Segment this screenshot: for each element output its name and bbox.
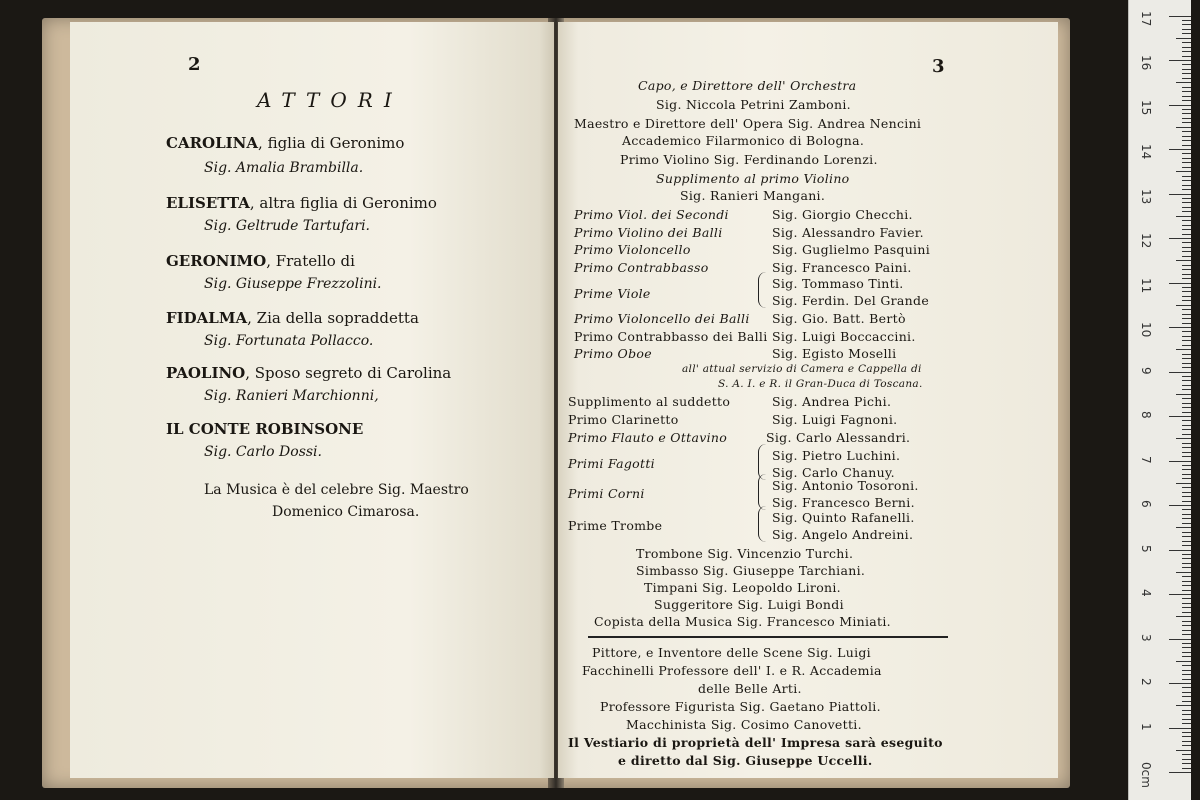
ruler-number: 3 [1139,633,1153,642]
ruler-tick [1169,60,1191,61]
actor-name: Sig. Amalia Brambilla. [204,160,364,176]
ruler-tick [1182,131,1191,132]
ruler-tick [1176,572,1191,573]
ruler-tick [1182,136,1191,137]
ruler-tick [1182,518,1191,519]
ruler-tick [1176,661,1191,662]
ruler-number: 14 [1139,144,1153,160]
orchestra-name: Sig. Alessandro Favier. [772,225,924,240]
staff-line: Trombone Sig. Vincenzio Turchi. [636,546,854,561]
ruler-tick [1169,550,1191,551]
ruler-tick [1176,527,1191,528]
ruler-tick [1182,469,1191,470]
ruler-tick [1182,759,1191,760]
header-line: Capo, e Direttore dell' Orchestra [638,78,857,93]
ruler-tick [1182,736,1191,737]
credits-line: Pittore, e Inventore delle Scene Sig. Luigi [592,645,871,660]
actor-name: Sig. Ranieri Marchionni, [204,388,379,404]
orchestra-name: Sig. Ferdin. Del Grande [772,293,930,308]
ruler-tick [1182,291,1191,292]
ruler-tick [1182,354,1191,355]
ruler-tick [1182,122,1191,123]
ruler-tick [1182,300,1191,301]
ruler-tick [1182,701,1191,702]
musica-credit-line2: Domenico Cimarosa. [272,504,420,520]
credits-line: delle Belle Arti. [698,681,802,696]
ruler-tick [1182,367,1191,368]
ruler-tick [1182,434,1191,435]
service-note: all' attual servizio di Camera e Cappella di [682,363,922,375]
ruler-tick [1182,225,1191,226]
credits-line: Facchinelli Professore dell' I. e R. Accademia [582,663,882,678]
ruler-tick [1182,251,1191,252]
service-note: S. A. I. e R. il Gran-Duca di Toscana. [718,378,923,390]
actor-name: Sig. Giuseppe Frezzolini. [204,276,382,292]
ruler-tick [1182,211,1191,212]
ruler-tick [1182,754,1191,755]
ruler-tick [1182,180,1191,181]
staff-line: Simbasso Sig. Giuseppe Tarchiani. [636,563,866,578]
cast-entry-4 [166,309,419,327]
ruler-tick [1176,394,1191,395]
ruler-tick [1176,750,1191,751]
ruler-tick [1182,176,1191,177]
ruler-number: 9 [1139,366,1153,375]
ruler-tick [1169,416,1191,417]
staff-line: Copista della Musica Sig. Francesco Miniati. [594,614,891,629]
ruler-tick [1182,541,1191,542]
ruler-tick [1182,474,1191,475]
ruler-tick [1182,412,1191,413]
ruler-tick [1182,100,1191,101]
orchestra-role: Primo Flauto e Ottavino [568,430,728,445]
ruler-tick [1182,363,1191,364]
header-line: Supplimento al primo Violino [656,171,850,186]
ruler-tick [1182,452,1191,453]
ruler-tick [1176,483,1191,484]
ruler-tick [1182,29,1191,30]
ruler-tick [1182,153,1191,154]
orchestra-name: Sig. Carlo Chanuy. [772,465,895,480]
ruler-tick [1176,82,1191,83]
orchestra-name: Sig. Carlo Alessandri. [766,430,911,445]
ruler-tick [1182,563,1191,564]
ruler-tick [1182,465,1191,466]
ruler-tick [1182,598,1191,599]
ruler-tick [1182,287,1191,288]
ruler-tick [1182,185,1191,186]
ruler-tick [1182,536,1191,537]
brace [758,474,767,510]
ruler-tick [1182,732,1191,733]
ruler-tick [1182,679,1191,680]
cast-entry-5 [166,364,451,382]
ruler-tick [1182,398,1191,399]
ruler-tick [1182,345,1191,346]
orchestra-role: Primo Contrabbasso [574,260,709,275]
page-number-left: 2 [188,54,201,75]
ruler-tick [1182,140,1191,141]
ruler-tick [1182,113,1191,114]
ruler-tick [1182,33,1191,34]
ruler-number: 0cm [1139,762,1153,788]
ruler-tick [1169,683,1191,684]
header-line: Accademico Filarmonico di Bologna. [622,133,865,148]
ruler-tick [1182,643,1191,644]
cast-entry-3 [166,252,355,270]
orchestra-role: Primo Viol. dei Secondi [574,207,729,222]
brace [758,506,767,542]
orchestra-name: Sig. Egisto Moselli [772,346,897,361]
staff-line: Timpani Sig. Leopoldo Lironi. [644,580,841,595]
ruler-tick [1182,674,1191,675]
role-name: PAOLINO [166,364,246,382]
ruler-tick [1182,487,1191,488]
ruler-tick [1182,719,1191,720]
orchestra-name: Sig. Guglielmo Pasquini [772,242,931,257]
ruler-tick [1182,554,1191,555]
ruler-tick [1182,78,1191,79]
ruler-tick [1182,407,1191,408]
role-desc: , Sposo segreto di Carolina [245,364,452,382]
ruler-tick [1169,461,1191,462]
ruler-tick [1182,447,1191,448]
ruler-tick [1182,612,1191,613]
ruler-tick [1169,194,1191,195]
ruler-tick [1182,741,1191,742]
credits-line: Macchinista Sig. Cosimo Canovetti. [626,717,862,732]
ruler-tick [1182,576,1191,577]
ruler-tick [1182,278,1191,279]
orchestra-name: Sig. Giorgio Checchi. [772,207,913,222]
ruler-tick [1182,696,1191,697]
orchestra-name: Sig. Andrea Pichi. [772,394,892,409]
ruler-tick [1169,594,1191,595]
ruler-tick [1176,216,1191,217]
role-desc: , figlia di Geronimo [258,134,405,152]
ruler-tick [1182,162,1191,163]
ruler-number: 11 [1139,277,1153,293]
ruler-tick [1182,340,1191,341]
header-line: Sig. Niccola Petrini Zamboni. [656,97,851,112]
ruler-tick [1182,189,1191,190]
orchestra-name: Sig. Angelo Andreini. [772,527,914,542]
orchestra-role: Primi Corni [568,486,645,501]
orchestra-role: Primo Oboe [574,346,652,361]
ruler-tick [1182,389,1191,390]
ruler-number: 13 [1139,188,1153,204]
ruler-tick [1182,585,1191,586]
ruler-tick [1182,403,1191,404]
ruler-tick [1182,768,1191,769]
ruler-tick [1182,581,1191,582]
ruler-tick [1182,64,1191,65]
ruler-tick [1182,558,1191,559]
orchestra-name: Sig. Gio. Batt. Bertò [772,311,906,326]
ruler-tick [1176,616,1191,617]
ruler-tick [1182,590,1191,591]
cast-heading: ATTORI [257,88,403,112]
ruler-tick [1182,207,1191,208]
ruler-tick [1182,501,1191,502]
cast-entry-6 [166,420,363,438]
orchestra-name: Sig. Quinto Rafanelli. [772,510,915,525]
ruler-tick [1182,745,1191,746]
credits-line: Professore Figurista Sig. Gaetano Piattoli. [600,699,881,714]
ruler-number: 6 [1139,500,1153,508]
ruler-tick [1182,656,1191,657]
ruler-tick [1182,318,1191,319]
ruler-tick [1176,438,1191,439]
ruler-tick [1176,305,1191,306]
ruler-tick [1169,105,1191,106]
ruler-tick [1182,309,1191,310]
ruler-tick [1182,314,1191,315]
ruler-tick [1182,545,1191,546]
ruler-tick [1182,763,1191,764]
ruler-tick [1182,331,1191,332]
ruler-tick [1182,492,1191,493]
ruler-tick [1182,256,1191,257]
ruler-tick [1182,665,1191,666]
ruler-tick [1182,69,1191,70]
ruler-tick [1182,42,1191,43]
credits-line: e diretto dal Sig. Giuseppe Uccelli. [618,753,873,768]
orchestra-role: Supplimento al suddetto [568,394,731,409]
ruler-number: 1 [1139,722,1153,731]
ruler-tick [1182,532,1191,533]
ruler-tick [1169,639,1191,640]
ruler-tick [1182,385,1191,386]
staff-line: Suggeritore Sig. Luigi Bondi [654,597,844,612]
ruler-tick [1169,238,1191,239]
ruler-number: 7 [1139,455,1153,464]
ruler-tick [1182,336,1191,337]
brace [758,272,767,308]
ruler-number: 10 [1139,322,1153,338]
ruler-number: 2 [1139,678,1153,686]
ruler-number: 8 [1139,411,1153,419]
ruler-tick [1182,607,1191,608]
orchestra-name: Sig. Antonio Tosoroni. [772,478,919,493]
ruler-tick [1182,202,1191,203]
orchestra-role: Primo Violino dei Balli [574,225,723,240]
orchestra-role: Primo Clarinetto [568,412,679,427]
ruler-tick [1182,24,1191,25]
ruler-tick [1182,380,1191,381]
orchestra-name: Sig. Luigi Fagnoni. [772,412,898,427]
ruler-tick [1169,149,1191,150]
ruler-tick [1182,20,1191,21]
role-name: GERONIMO [166,252,267,270]
ruler-tick [1169,505,1191,506]
ruler-tick [1182,96,1191,97]
ruler-tick [1176,171,1191,172]
ruler-tick [1182,652,1191,653]
ruler-tick [1176,260,1191,261]
ruler-tick [1176,349,1191,350]
ruler-tick [1182,429,1191,430]
ruler-tick [1176,127,1191,128]
ruler-tick [1182,625,1191,626]
ruler-tick [1182,443,1191,444]
musica-credit-line1: La Musica è del celebre Sig. Maestro [204,482,469,498]
ruler-tick [1182,234,1191,235]
section-divider [588,636,948,638]
actor-name: Sig. Carlo Dossi. [204,444,322,460]
ruler-tick [1182,269,1191,270]
ruler-tick [1182,145,1191,146]
ruler-number: 15 [1139,99,1153,115]
ruler-tick [1182,478,1191,479]
role-desc: , Zia della sopraddetta [247,309,419,327]
ruler-tick [1182,603,1191,604]
left-page [70,22,554,778]
ruler-tick [1182,47,1191,48]
page-number-right: 3 [932,56,945,77]
ruler-tick [1182,714,1191,715]
ruler-tick [1169,772,1191,773]
ruler-tick [1169,372,1191,373]
orchestra-role: Primo Violoncello dei Balli [574,311,750,326]
ruler-tick [1182,56,1191,57]
header-line: Primo Violino Sig. Ferdinando Lorenzi. [620,152,878,167]
orchestra-name: Sig. Pietro Luchini. [772,448,901,463]
ruler-tick [1182,109,1191,110]
ruler-number: 4 [1139,589,1153,597]
ruler-number: 12 [1139,233,1153,249]
role-desc: , Fratello di [266,252,355,270]
ruler-tick [1182,296,1191,297]
role-desc: , altra figlia di Geronimo [249,194,437,212]
actor-name: Sig. Geltrude Tartufari. [204,218,370,234]
actor-name: Sig. Fortunata Pollacco. [204,333,374,349]
ruler-tick [1182,420,1191,421]
ruler-number: 17 [1139,10,1153,26]
header-line: Maestro e Direttore dell' Opera Sig. Andrea Nencini [574,116,922,131]
ruler-tick [1182,158,1191,159]
ruler-tick [1182,523,1191,524]
ruler-tick [1182,692,1191,693]
ruler-tick [1182,621,1191,622]
ruler-tick [1182,274,1191,275]
orchestra-role: Primo Contrabbasso dei Balli [574,329,768,344]
ruler-tick [1182,647,1191,648]
ruler-tick [1182,87,1191,88]
ruler-tick [1182,51,1191,52]
ruler-tick [1169,16,1191,17]
orchestra-role: Primo Violoncello [574,242,691,257]
ruler-tick [1182,687,1191,688]
orchestra-name: Sig. Luigi Boccaccini. [772,329,916,344]
ruler-tick [1176,38,1191,39]
ruler-number: 5 [1139,544,1153,553]
ruler-tick [1182,358,1191,359]
ruler-number: 16 [1139,55,1153,71]
ruler-tick [1182,247,1191,248]
ruler-tick [1182,514,1191,515]
ruler-tick [1176,705,1191,706]
ruler-tick [1182,229,1191,230]
ruler-tick [1182,376,1191,377]
ruler-tick [1169,327,1191,328]
orchestra-name: Sig. Tommaso Tinti. [772,276,904,291]
ruler-tick [1182,323,1191,324]
orchestra-name: Sig. Francesco Berni. [772,495,915,510]
role-name: IL CONTE ROBINSONE [166,420,364,438]
header-line: Sig. Ranieri Mangani. [680,188,826,203]
ruler-tick [1182,723,1191,724]
orchestra-role: Prime Viole [574,286,651,301]
cast-entry-1 [166,134,404,152]
ruler-tick [1182,265,1191,266]
ruler-tick [1182,496,1191,497]
orchestra-name: Sig. Francesco Paini. [772,260,912,275]
measurement-ruler [1128,0,1191,800]
ruler-tick [1182,509,1191,510]
ruler-tick [1182,198,1191,199]
ruler-tick [1182,242,1191,243]
cast-entry-2 [166,194,437,212]
ruler-tick [1182,91,1191,92]
ruler-tick [1182,73,1191,74]
ruler-tick [1169,728,1191,729]
orchestra-role: Primi Fagotti [568,456,655,471]
ruler-tick [1169,283,1191,284]
ruler-tick [1182,634,1191,635]
ruler-tick [1182,710,1191,711]
ruler-tick [1182,220,1191,221]
role-name: ELISETTA [166,194,250,212]
ruler-tick [1182,425,1191,426]
ruler-tick [1182,630,1191,631]
ruler-tick [1182,670,1191,671]
role-name: CAROLINA [166,134,259,152]
credits-line: Il Vestiario di proprietà dell' Impresa sarà eseguito [568,735,943,750]
ruler-tick [1182,456,1191,457]
ruler-tick [1182,118,1191,119]
role-name: FIDALMA [166,309,248,327]
orchestra-role: Prime Trombe [568,518,663,533]
ruler-tick [1182,567,1191,568]
ruler-tick [1182,167,1191,168]
right-page [558,22,1058,778]
